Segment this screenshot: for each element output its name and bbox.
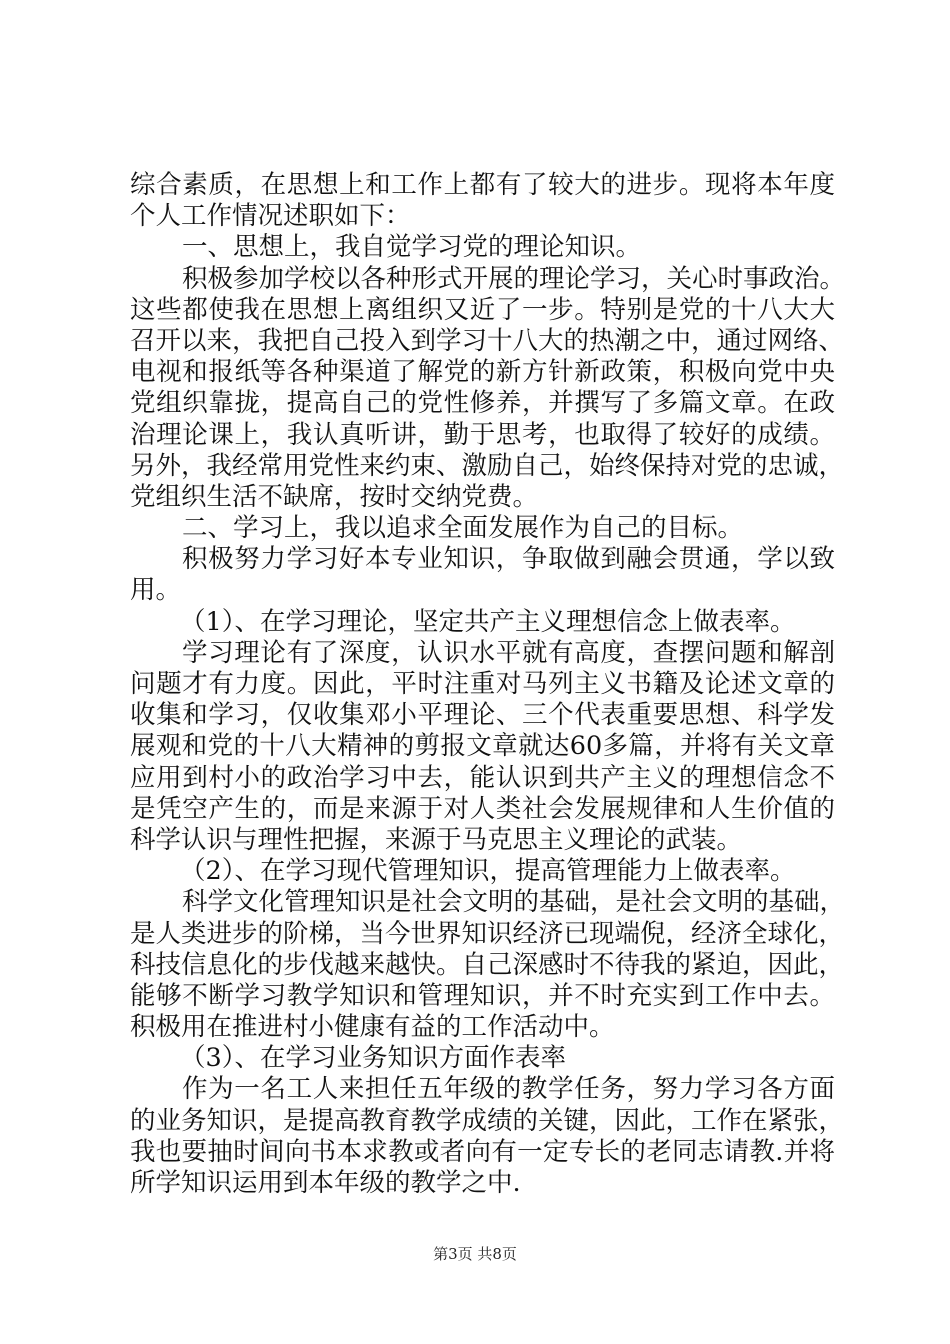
text-line: 积极用在推进村小健康有益的工作活动中。 (130, 1012, 615, 1043)
text-line: 这些都使我在思想上离组织又近了一步。特别是党的十八大大 (130, 294, 835, 325)
text-line: 展观和党的十八大精神的剪报文章就达60多篇，并将有关文章 (130, 731, 835, 762)
text-line: 是人类进步的阶梯，当今世界知识经济已现端倪，经济全球化， (130, 918, 845, 949)
text-line: 科技信息化的步伐越来越快。自己深感时不待我的紧迫，因此， (130, 949, 845, 980)
text-line: 治理论课上，我认真听讲，勤于思考，也取得了较好的成绩。 (130, 419, 835, 450)
text-line: 用。 (130, 575, 182, 606)
text-line: 召开以来，我把自己投入到学习十八大的热潮之中，通过网络、 (130, 325, 845, 356)
text-line: 问题才有力度。因此，平时注重对马列主义书籍及论述文章的 (130, 669, 835, 699)
text-line: 所学知识运用到本年级的教学之中. (130, 1168, 521, 1198)
text-line: 个人工作情况述职如下： (130, 201, 411, 232)
text-line: 党组织靠拢，提高自己的党性修养，并撰写了多篇文章。在政 (130, 388, 835, 419)
text-line: 学习理论有了深度，认识水平就有高度，查摆问题和解剖 (182, 637, 835, 668)
subsection-heading: （3）、在学习业务知识方面作表率 (180, 1043, 566, 1074)
text-line: 党组织生活不缺席，按时交纳党费。 (130, 481, 539, 512)
page-number-label: 第3页 共8页 (433, 1245, 517, 1263)
text-line: 作为一名工人来担任五年级的教学任务，努力学习各方面 (182, 1074, 835, 1105)
text-line: 我也要抽时间向书本求教或者向有一定专长的老同志请教.并将 (130, 1136, 835, 1167)
text-line: 科学文化管理知识是社会文明的基础，是社会文明的基础， (182, 887, 846, 918)
text-line: 的业务知识，是提高教育教学成绩的关键，因此，工作在紧张， (130, 1105, 845, 1136)
text-line: 电视和报纸等各种渠道了解党的新方针新政策，积极向党中央 (130, 357, 835, 388)
text-line: 积极参加学校以各种形式开展的理论学习，关心时事政治。 (182, 263, 846, 294)
page-footer (0, 1245, 950, 1263)
text-line: 能够不断学习教学知识和管理知识，并不时充实到工作中去。 (130, 980, 835, 1011)
subsection-heading: （1）、在学习理论，坚定共产主义理想信念上做表率。 (180, 606, 796, 637)
text-line: 积极努力学习好本专业知识，争取做到融会贯通，学以致 (182, 544, 835, 575)
document-body (130, 170, 846, 1199)
text-line: 综合素质，在思想上和工作上都有了较大的进步。现将本年度 (130, 170, 835, 200)
text-line: 应用到村小的政治学习中去，能认识到共产主义的理想信念不 (130, 762, 835, 793)
section-heading: 一、思想上，我自觉学习党的理论知识。 (182, 232, 642, 263)
text-line: 另外，我经常用党性来约束、激励自己，始终保持对党的忠诚， (130, 450, 845, 481)
text-line: 收集和学习，仅收集邓小平理论、三个代表重要思想、科学发 (130, 700, 835, 731)
subsection-heading: （2）、在学习现代管理知识，提高管理能力上做表率。 (180, 856, 796, 887)
text-line: 科学认识与理性把握，来源于马克思主义理论的武装。 (130, 824, 743, 855)
section-heading: 二、学习上，我以追求全面发展作为自己的目标。 (182, 513, 744, 544)
text-line: 是凭空产生的，而是来源于对人类社会发展规律和人生价值的 (130, 793, 835, 824)
